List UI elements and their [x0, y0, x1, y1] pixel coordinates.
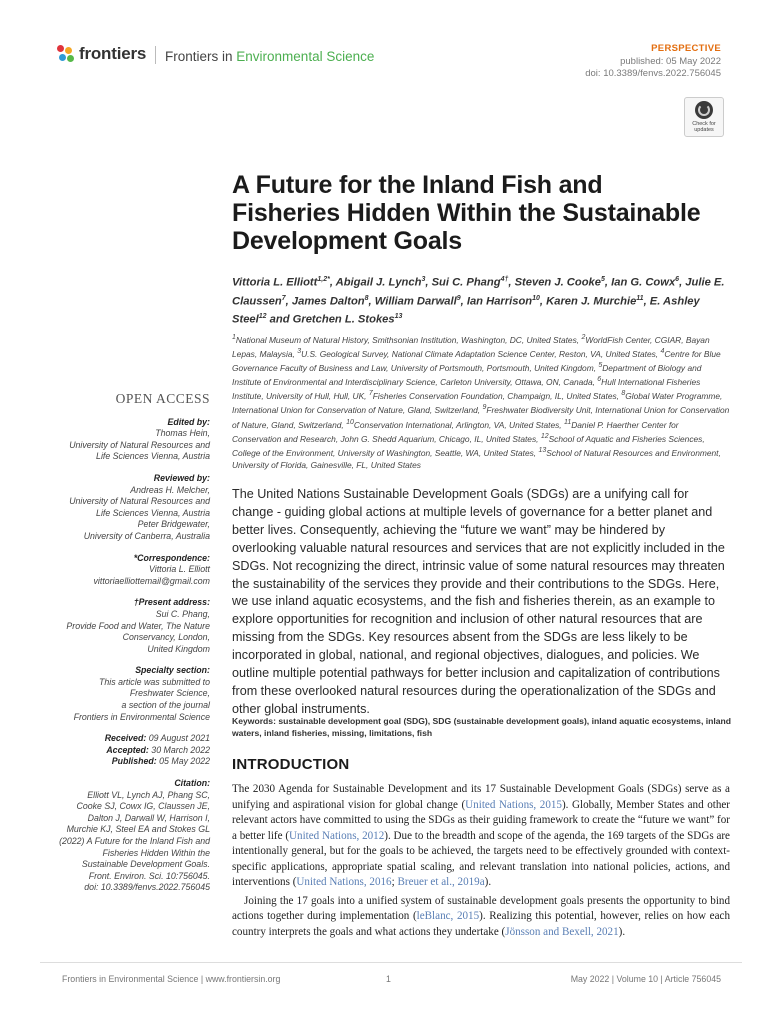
affiliation-text: Fisheries Conservation Foundation, Champaign, IL, United States, [372, 391, 622, 402]
author-name[interactable]: E. Ashley Steel [232, 295, 700, 327]
journal-field: Environmental Science [236, 49, 375, 64]
author-name[interactable]: Julie E. Claussen [232, 276, 725, 308]
affiliation-number: 1 [232, 334, 236, 341]
footer-journal-link[interactable]: Frontiers in Environmental Science | www.frontiersin.org [62, 974, 281, 984]
author-affiliation-mark: 13 [394, 313, 403, 321]
affiliation-text: Hull International Fisheries Institute, University of Hull, Hull, UK, [232, 377, 701, 402]
brand-name: frontiers [79, 44, 147, 63]
affiliation-number: 10 [346, 418, 354, 426]
author-name[interactable]: Abigail J. Lynch [335, 276, 422, 289]
author-affiliation-mark: 12 [258, 313, 267, 321]
affiliation-number: 6 [597, 376, 602, 384]
citation-block [40, 778, 210, 894]
sidebar-line[interactable]: vittoriaelliottemail@gmail.com [93, 575, 210, 586]
sidebar-line: Sui C. Phang, [155, 608, 210, 619]
date-value: 30 March 2022 [148, 744, 210, 755]
article-meta [585, 43, 721, 81]
citation-link[interactable]: United Nations, 2012 [289, 829, 385, 842]
logo-dot-blue [59, 54, 66, 61]
citation-link[interactable]: leBlanc, 2015 [416, 910, 480, 922]
sidebar-line: University of Natural Resources and [69, 439, 210, 450]
citation-line: Fisheries Hidden Within the [102, 847, 210, 858]
body-paragraph: The 2030 Agenda for Sustainable Development and its 17 Sustainable Development Goals (SDGs) serve as a unifying and aspirational vision for global change (United Nations, 2015). Globally, Member States and other relevant actors have committed to using the SDGs as their guiding framework to create the “future we want” for a better life (United Nations, 2012). Due to the breadth and scope of the agenda, the 169 targets of the SDGs are intentionally general, but for the goals to be achieved, the targets need to be effectively grounded with context-specific applications, appropriate spatial scaling, and relevant translation into national policies, actions, and interventions (United Nations, 2016; Breuer et al., 2019a). [232, 783, 731, 888]
date-value: 09 August 2021 [146, 733, 210, 744]
footer-volume-info: May 2022 | Volume 10 | Article 756045 [570, 974, 721, 984]
introduction-body [232, 782, 730, 943]
page-number: 1 [386, 974, 391, 984]
author-affiliation-mark: 3 [421, 276, 426, 283]
author-name[interactable]: Steven J. Cooke [514, 276, 602, 289]
sidebar-block-body [40, 677, 210, 723]
sidebar-block-heading: Specialty section: [135, 665, 210, 676]
sidebar-line: Vittoria L. Elliott [149, 564, 210, 575]
affiliation-text: School of Natural Resources and Environment, University of Florida, Gainesville, FL, United States [232, 447, 721, 470]
citation-line: Murchie KJ, Steel EA and Stokes GL [66, 824, 210, 835]
date-label: Received: [104, 733, 147, 744]
sidebar-line: Life Sciences Vienna, Austria [96, 507, 210, 518]
article-title: A Future for the Inland Fish and Fisheries Hidden Within the Sustainable Development Goals [232, 171, 701, 255]
sidebar-block-body [40, 609, 210, 655]
author-name[interactable]: James Dalton [291, 295, 365, 308]
citation-link[interactable]: United Nations, 2016 [296, 876, 392, 888]
sidebar-block [40, 665, 210, 723]
author-affiliation-mark: 8 [364, 294, 369, 302]
abstract: The United Nations Sustainable Development Goals (SDGs) are a unifying call for change - guiding global actions at multiple levels of governance for a better planet and better lives. Consequently, achieving the “future we want” may be hindered by overlooking valuable natural resources and services that are not explicitly included in the SDGs. Not recognizing the direct, intrinsic value of some natural resources may threaten the sustainability of the services they provide and their contributions to the SDGs. Here, we use inland aquatic ecosystems, and the fish and fisheries therein, as an example to explore opportunities for recognition and inclusion of other natural resources that are missing from the SDGs. Key resources absent from the SDGs are less likely to be incorporated in global, national, and regional objectives, dialogues, and policies. We outline multiple potential pathways for better inclusion and capitalization of contributions from these overlooked natural resources during the operationalization of the SDGs and other global instruments. [232, 487, 725, 716]
affiliation-number: 4 [660, 348, 665, 356]
sidebar-block [40, 473, 210, 543]
sidebar-line: Andreas H. Melcher, [130, 484, 210, 495]
article-dates [40, 733, 210, 768]
affiliation-number: 5 [598, 362, 603, 370]
sidebar-line: Freshwater Science, [129, 688, 210, 699]
author-affiliation-mark: 6 [675, 276, 680, 283]
citation-line: Sustainable Development Goals. [81, 859, 210, 870]
sidebar-line: Frontiers in Environmental Science [73, 711, 210, 722]
affiliation-text: Centre for Blue Governance Faculty of Business and Law, University of Portsmouth, Portsmouth, United Kingdom, [232, 348, 721, 373]
journal-name[interactable] [165, 49, 374, 64]
author-name[interactable]: Karen J. Murchie [546, 295, 637, 308]
affiliation-number: 12 [540, 432, 549, 440]
sidebar-block [40, 553, 210, 588]
refresh-icon [695, 101, 713, 119]
open-access-label: OPEN ACCESS [115, 391, 210, 406]
logo-dot-red [57, 45, 64, 52]
affiliation-number: 11 [563, 418, 572, 426]
sidebar-line: University of Canberra, Australia [83, 530, 210, 541]
author-name[interactable]: Vittoria L. Elliott [232, 276, 318, 289]
section-heading-introduction: INTRODUCTION [232, 756, 350, 773]
sidebar-block-heading: Reviewed by: [153, 472, 210, 483]
affiliation-text: Freshwater Biodiversity Unit, International Union for Conservation of Nature, Gland, Switzerland, [232, 405, 730, 430]
citation-link[interactable]: United Nations, 2015 [465, 798, 562, 811]
affiliation-text: Daniel P. Haerther Center for Conservation and Research, John G. Shedd Aquarium, Chicago, IL, United States, [232, 419, 679, 444]
affiliations [232, 332, 730, 471]
logo-dot-yellow [65, 47, 72, 54]
affiliation-number: 13 [538, 446, 547, 454]
author-name[interactable]: Ian Harrison [466, 295, 533, 308]
sidebar-line: a section of the journal [121, 700, 210, 711]
doi[interactable]: doi: 10.3389/fenvs.2022.756045 [585, 68, 721, 79]
date-row [40, 745, 210, 757]
frontiers-logo-icon [57, 45, 75, 63]
citation-heading: Citation: [174, 778, 210, 789]
date-value: 05 May 2022 [156, 756, 210, 767]
citation-line: Dalton J, Darwall W, Harrison I, [87, 812, 210, 823]
sidebar-line: Conservancy, London, [122, 632, 210, 643]
citation-line: (2022) A Future for the Inland Fish and [59, 836, 210, 846]
citation-link[interactable]: Breuer et al., 2019a [397, 876, 485, 888]
affiliation-text: U.S. Geological Survey, National Climate Adaptation Science Center, Reston, VA, United States, [301, 348, 661, 359]
check-updates-label: Check for updates [692, 121, 716, 133]
citation-line: Cooke SJ, Cowx IG, Claussen JE, [76, 801, 210, 812]
citation-line: Elliott VL, Lynch AJ, Phang SC, [87, 789, 210, 800]
citation-line: doi: 10.3389/fenvs.2022.756045 [84, 882, 210, 893]
date-label: Accepted: [106, 744, 149, 755]
sidebar-line: Provide Food and Water, The Nature [66, 620, 210, 631]
affiliation-number: 3 [297, 348, 302, 356]
sidebar-block [40, 417, 210, 463]
affiliation-number: 9 [482, 404, 487, 412]
sidebar-line: United Kingdom [147, 643, 210, 654]
affiliation-text: National Museum of Natural History, Smithsonian Institution, Washington, DC, United States, [235, 334, 582, 345]
sidebar-block-body [40, 485, 210, 543]
sidebar [40, 393, 210, 904]
date-row [40, 733, 210, 745]
author-affiliation-mark: 10 [532, 294, 540, 302]
date-label: Published: [111, 756, 157, 767]
sidebar-block [40, 597, 210, 655]
journal-prefix: Frontiers in [165, 49, 237, 64]
affiliation-text: Conservation International, Arlington, VA, United States, [353, 419, 564, 430]
keywords: Keywords: sustainable development goal (SDG), SDG (sustainable development goals), inland aquatic ecosystems, inland waters, inland fisheries, missing, limitations, fish [232, 716, 732, 738]
affiliation-text: School of Aquatic and Fisheries Sciences, College of the Environment, University of Washington, Seattle, WA, United States, [232, 433, 705, 458]
citation-link[interactable]: Jönsson and Bexell, 2021 [505, 925, 619, 938]
author-affiliation-mark: 4† [500, 276, 509, 283]
frontiers-logo[interactable] [57, 44, 146, 64]
logo-dot-green [67, 55, 74, 62]
sidebar-block-heading: *Correspondence: [133, 552, 210, 563]
affiliation-text: WorldFish Center, CGIAR, Bayan Lepas, Malaysia, [232, 334, 710, 359]
affiliation-number: 7 [368, 390, 373, 398]
author-affiliation-mark: 1,2* [317, 276, 330, 283]
sidebar-line: This article was submitted to [99, 676, 210, 687]
sidebar-block-heading: †Present address: [133, 597, 210, 608]
author-list: Vittoria L. Elliott$^{1,2*}$, Abigail J. Lynch$^3$, Sui C. Phang$^{4\dagger}$, Steven J. Cooke$^5$, Ian G. Cowx$^6$, Julie E. Claussen$^7$, James Dalton$^8$, William Darwall$^9$, Ian Harrison$^{10}$, Karen J. Murchie$^{11}$, E. Ashley Steel$^{12}$ and Gretchen L. Stokes$^{13}$ [232, 276, 725, 327]
author-affiliation-mark: 9 [456, 294, 461, 302]
author-affiliation-mark: 7 [281, 294, 286, 302]
footer-divider [40, 962, 742, 963]
author-name[interactable]: Ian G. Cowx [611, 276, 676, 289]
author-name[interactable]: Sui C. Phang [431, 276, 501, 289]
author-affiliation-mark: 5 [601, 276, 605, 283]
sidebar-line: Life Sciences Vienna, Austria [96, 451, 210, 462]
published-date: published: 05 May 2022 [620, 55, 721, 67]
affiliation-number: 2 [581, 334, 586, 341]
affiliation-text: Global Water Programme, International Union for Conservation of Nature, Gland, Switzerland, [232, 391, 723, 416]
sidebar-line: University of Natural Resources and [69, 496, 210, 507]
affiliation-text: Department of Biology and Institute of Environmental and Interdisciplinary Science, Carleton University, Ottawa, ON, Canada, [232, 362, 702, 388]
author-affiliation-mark: 11 [636, 294, 644, 302]
sidebar-line: Thomas Hein, [155, 428, 210, 439]
author-name[interactable]: Gretchen L. Stokes [292, 314, 395, 327]
affiliation-number: 8 [621, 390, 626, 398]
date-row [40, 756, 210, 768]
body-paragraph: Joining the 17 goals into a unified system of sustainable development goals presents the opportunity to bind actions together during implementation (leBlanc, 2015). Realizing this potential, however, relies on how each country interprets the goals and what actions they undertake (Jönsson and Bexell, 2021). [232, 894, 730, 938]
sidebar-block-heading: Edited by: [167, 416, 210, 427]
article-type: PERSPECTIVE [651, 43, 721, 54]
sidebar-block-body [40, 428, 210, 463]
header-divider [155, 46, 156, 64]
sidebar-line: Peter Bridgewater, [137, 519, 210, 530]
sidebar-block-body [40, 564, 210, 587]
check-for-updates-button[interactable] [684, 97, 724, 137]
author-name[interactable]: William Darwall [374, 295, 457, 308]
citation-line: Front. Environ. Sci. 10:756045. [88, 870, 210, 881]
citation-text [40, 790, 210, 894]
